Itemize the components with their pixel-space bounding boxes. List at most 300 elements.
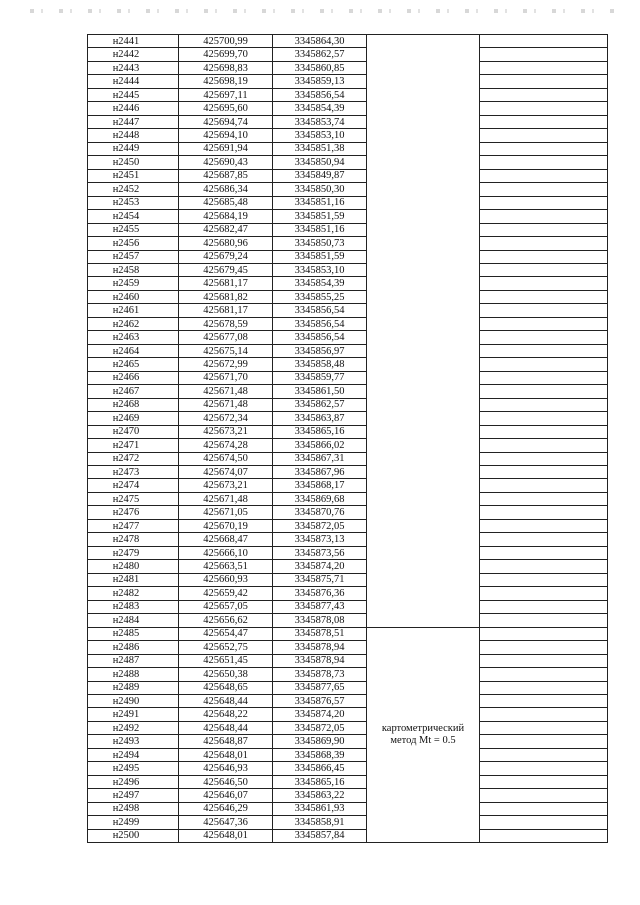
y-coordinate-cell: 3345869,90: [273, 735, 367, 748]
x-coordinate-cell: 425648,01: [179, 829, 273, 842]
point-id-cell: н2446: [88, 102, 179, 115]
table-row: [88, 587, 608, 600]
point-id-cell: н2444: [88, 75, 179, 88]
y-coordinate-cell: 3345874,20: [273, 708, 367, 721]
x-coordinate-cell: 425671,48: [179, 492, 273, 505]
table-row: [88, 452, 608, 465]
y-coordinate-cell: 3345873,56: [273, 546, 367, 559]
y-coordinate-cell: 3345859,13: [273, 75, 367, 88]
description-cell: [480, 654, 608, 667]
coordinates-table-body: [88, 35, 608, 843]
point-id-cell: н2456: [88, 237, 179, 250]
x-coordinate-cell: 425648,65: [179, 681, 273, 694]
point-id-cell: н2463: [88, 331, 179, 344]
x-coordinate-cell: 425659,42: [179, 587, 273, 600]
point-id-cell: н2478: [88, 533, 179, 546]
y-coordinate-cell: 3345853,10: [273, 129, 367, 142]
description-cell: [480, 519, 608, 532]
method-label-line2: метод Mt = 0.5: [390, 734, 456, 746]
description-cell: [480, 169, 608, 182]
method-cell-empty: [367, 35, 480, 628]
y-coordinate-cell: 3345860,85: [273, 61, 367, 74]
point-id-cell: н2486: [88, 641, 179, 654]
point-id-cell: н2442: [88, 48, 179, 61]
point-id-cell: н2466: [88, 371, 179, 384]
y-coordinate-cell: 3345855,25: [273, 290, 367, 303]
table-row: [88, 317, 608, 330]
point-id-cell: н2476: [88, 506, 179, 519]
table-row: [88, 492, 608, 505]
x-coordinate-cell: 425647,36: [179, 816, 273, 829]
description-cell: [480, 560, 608, 573]
y-coordinate-cell: 3345878,73: [273, 668, 367, 681]
point-id-cell: н2453: [88, 196, 179, 209]
table-row: [88, 775, 608, 788]
description-cell: [480, 546, 608, 559]
description-cell: [480, 115, 608, 128]
description-cell: [480, 196, 608, 209]
y-coordinate-cell: 3345858,48: [273, 358, 367, 371]
y-coordinate-cell: 3345851,59: [273, 250, 367, 263]
table-row: [88, 614, 608, 627]
point-id-cell: н2493: [88, 735, 179, 748]
table-row: [88, 654, 608, 667]
y-coordinate-cell: 3345876,57: [273, 694, 367, 707]
table-row: [88, 573, 608, 586]
point-id-cell: н2494: [88, 748, 179, 761]
table-row: [88, 237, 608, 250]
point-id-cell: н2467: [88, 385, 179, 398]
description-cell: [480, 775, 608, 788]
table-row: [88, 600, 608, 613]
point-id-cell: н2485: [88, 627, 179, 640]
y-coordinate-cell: 3345861,93: [273, 802, 367, 815]
description-cell: [480, 250, 608, 263]
description-cell: [480, 183, 608, 196]
table-row: [88, 668, 608, 681]
point-id-cell: н2452: [88, 183, 179, 196]
y-coordinate-cell: 3345851,16: [273, 196, 367, 209]
x-coordinate-cell: 425673,21: [179, 425, 273, 438]
point-id-cell: н2462: [88, 317, 179, 330]
point-id-cell: н2459: [88, 277, 179, 290]
table-row: [88, 708, 608, 721]
point-id-cell: н2455: [88, 223, 179, 236]
point-id-cell: н2460: [88, 290, 179, 303]
x-coordinate-cell: 425670,19: [179, 519, 273, 532]
y-coordinate-cell: 3345865,16: [273, 775, 367, 788]
x-coordinate-cell: 425694,74: [179, 115, 273, 128]
y-coordinate-cell: 3345857,84: [273, 829, 367, 842]
x-coordinate-cell: 425654,47: [179, 627, 273, 640]
y-coordinate-cell: 3345859,77: [273, 371, 367, 384]
x-coordinate-cell: 425648,87: [179, 735, 273, 748]
description-cell: [480, 573, 608, 586]
description-cell: [480, 735, 608, 748]
x-coordinate-cell: 425678,59: [179, 317, 273, 330]
point-id-cell: н2492: [88, 721, 179, 734]
point-id-cell: н2482: [88, 587, 179, 600]
point-id-cell: н2464: [88, 344, 179, 357]
description-cell: [480, 452, 608, 465]
y-coordinate-cell: 3345863,22: [273, 789, 367, 802]
x-coordinate-cell: 425651,45: [179, 654, 273, 667]
y-coordinate-cell: 3345850,73: [273, 237, 367, 250]
description-cell: [480, 75, 608, 88]
y-coordinate-cell: 3345850,94: [273, 156, 367, 169]
x-coordinate-cell: 425674,50: [179, 452, 273, 465]
x-coordinate-cell: 425673,21: [179, 479, 273, 492]
table-row: [88, 721, 608, 734]
description-cell: [480, 829, 608, 842]
x-coordinate-cell: 425681,17: [179, 277, 273, 290]
description-cell: [480, 61, 608, 74]
table-row: [88, 196, 608, 209]
description-cell: [480, 627, 608, 640]
table-row: [88, 789, 608, 802]
point-id-cell: н2454: [88, 210, 179, 223]
point-id-cell: н2490: [88, 694, 179, 707]
y-coordinate-cell: 3345862,57: [273, 398, 367, 411]
description-cell: [480, 385, 608, 398]
point-id-cell: н2474: [88, 479, 179, 492]
table-row: [88, 250, 608, 263]
point-id-cell: н2481: [88, 573, 179, 586]
point-id-cell: н2500: [88, 829, 179, 842]
point-id-cell: н2465: [88, 358, 179, 371]
y-coordinate-cell: 3345876,36: [273, 587, 367, 600]
x-coordinate-cell: 425674,07: [179, 466, 273, 479]
table-row: [88, 142, 608, 155]
table-row: [88, 61, 608, 74]
y-coordinate-cell: 3345862,57: [273, 48, 367, 61]
table-row: [88, 277, 608, 290]
table-row: [88, 560, 608, 573]
x-coordinate-cell: 425699,70: [179, 48, 273, 61]
table-row: [88, 115, 608, 128]
description-cell: [480, 439, 608, 452]
description-cell: [480, 223, 608, 236]
y-coordinate-cell: 3345878,51: [273, 627, 367, 640]
table-row: [88, 641, 608, 654]
x-coordinate-cell: 425648,22: [179, 708, 273, 721]
description-cell: [480, 371, 608, 384]
y-coordinate-cell: 3345874,20: [273, 560, 367, 573]
x-coordinate-cell: 425660,93: [179, 573, 273, 586]
table-row: [88, 829, 608, 842]
x-coordinate-cell: 425652,75: [179, 641, 273, 654]
x-coordinate-cell: 425687,85: [179, 169, 273, 182]
x-coordinate-cell: 425682,47: [179, 223, 273, 236]
y-coordinate-cell: 3345858,91: [273, 816, 367, 829]
description-cell: [480, 681, 608, 694]
description-cell: [480, 263, 608, 276]
description-cell: [480, 802, 608, 815]
point-id-cell: н2479: [88, 546, 179, 559]
y-coordinate-cell: 3345856,97: [273, 344, 367, 357]
description-cell: [480, 35, 608, 48]
y-coordinate-cell: 3345869,68: [273, 492, 367, 505]
description-cell: [480, 129, 608, 142]
table-row: [88, 35, 608, 48]
description-cell: [480, 641, 608, 654]
point-id-cell: н2473: [88, 466, 179, 479]
table-row: [88, 694, 608, 707]
point-id-cell: н2457: [88, 250, 179, 263]
y-coordinate-cell: 3345856,54: [273, 331, 367, 344]
x-coordinate-cell: 425690,43: [179, 156, 273, 169]
table-row: [88, 331, 608, 344]
description-cell: [480, 506, 608, 519]
table-row: [88, 344, 608, 357]
table-row: [88, 210, 608, 223]
x-coordinate-cell: 425648,44: [179, 721, 273, 734]
coordinates-table: [87, 34, 608, 843]
x-coordinate-cell: 425672,99: [179, 358, 273, 371]
method-cell: [367, 627, 480, 843]
description-cell: [480, 587, 608, 600]
description-cell: [480, 142, 608, 155]
y-coordinate-cell: 3345851,38: [273, 142, 367, 155]
x-coordinate-cell: 425700,99: [179, 35, 273, 48]
table-row: [88, 479, 608, 492]
description-cell: [480, 277, 608, 290]
y-coordinate-cell: 3345866,45: [273, 762, 367, 775]
x-coordinate-cell: 425677,08: [179, 331, 273, 344]
description-cell: [480, 210, 608, 223]
x-coordinate-cell: 425656,62: [179, 614, 273, 627]
point-id-cell: н2497: [88, 789, 179, 802]
table-row: [88, 183, 608, 196]
description-cell: [480, 358, 608, 371]
x-coordinate-cell: 425698,19: [179, 75, 273, 88]
point-id-cell: н2461: [88, 304, 179, 317]
y-coordinate-cell: 3345856,54: [273, 317, 367, 330]
table-row: [88, 304, 608, 317]
table-row: [88, 290, 608, 303]
y-coordinate-cell: 3345866,02: [273, 439, 367, 452]
y-coordinate-cell: 3345878,08: [273, 614, 367, 627]
table-row: [88, 546, 608, 559]
table-row: [88, 506, 608, 519]
point-id-cell: н2495: [88, 762, 179, 775]
description-cell: [480, 789, 608, 802]
description-cell: [480, 479, 608, 492]
x-coordinate-cell: 425697,11: [179, 88, 273, 101]
x-coordinate-cell: 425646,07: [179, 789, 273, 802]
x-coordinate-cell: 425650,38: [179, 668, 273, 681]
x-coordinate-cell: 425648,01: [179, 748, 273, 761]
table-row: [88, 223, 608, 236]
y-coordinate-cell: 3345863,87: [273, 412, 367, 425]
y-coordinate-cell: 3345850,30: [273, 183, 367, 196]
point-id-cell: н2451: [88, 169, 179, 182]
description-cell: [480, 237, 608, 250]
description-cell: [480, 721, 608, 734]
description-cell: [480, 304, 608, 317]
description-cell: [480, 614, 608, 627]
table-row: [88, 762, 608, 775]
y-coordinate-cell: 3345854,39: [273, 102, 367, 115]
y-coordinate-cell: 3345853,10: [273, 263, 367, 276]
table-row: [88, 519, 608, 532]
table-row: [88, 412, 608, 425]
scan-header-noise: [30, 9, 615, 13]
x-coordinate-cell: 425646,93: [179, 762, 273, 775]
y-coordinate-cell: 3345873,13: [273, 533, 367, 546]
x-coordinate-cell: 425681,17: [179, 304, 273, 317]
x-coordinate-cell: 425675,14: [179, 344, 273, 357]
point-id-cell: н2483: [88, 600, 179, 613]
y-coordinate-cell: 3345856,54: [273, 304, 367, 317]
point-id-cell: н2496: [88, 775, 179, 788]
table-row: [88, 816, 608, 829]
point-id-cell: н2468: [88, 398, 179, 411]
point-id-cell: н2488: [88, 668, 179, 681]
description-cell: [480, 48, 608, 61]
x-coordinate-cell: 425698,83: [179, 61, 273, 74]
y-coordinate-cell: 3345867,96: [273, 466, 367, 479]
x-coordinate-cell: 425671,48: [179, 385, 273, 398]
x-coordinate-cell: 425684,19: [179, 210, 273, 223]
x-coordinate-cell: 425694,10: [179, 129, 273, 142]
point-id-cell: н2448: [88, 129, 179, 142]
y-coordinate-cell: 3345851,59: [273, 210, 367, 223]
point-id-cell: н2480: [88, 560, 179, 573]
table-row: [88, 48, 608, 61]
x-coordinate-cell: 425674,28: [179, 439, 273, 452]
description-cell: [480, 425, 608, 438]
x-coordinate-cell: 425666,10: [179, 546, 273, 559]
description-cell: [480, 668, 608, 681]
description-cell: [480, 331, 608, 344]
description-cell: [480, 492, 608, 505]
y-coordinate-cell: 3345877,65: [273, 681, 367, 694]
description-cell: [480, 694, 608, 707]
table-row: [88, 129, 608, 142]
x-coordinate-cell: 425657,05: [179, 600, 273, 613]
x-coordinate-cell: 425671,48: [179, 398, 273, 411]
description-cell: [480, 317, 608, 330]
y-coordinate-cell: 3345877,43: [273, 600, 367, 613]
y-coordinate-cell: 3345861,50: [273, 385, 367, 398]
description-cell: [480, 762, 608, 775]
point-id-cell: н2450: [88, 156, 179, 169]
description-cell: [480, 156, 608, 169]
table-row: [88, 88, 608, 101]
x-coordinate-cell: 425685,48: [179, 196, 273, 209]
point-id-cell: н2498: [88, 802, 179, 815]
y-coordinate-cell: 3345854,39: [273, 277, 367, 290]
table-row: [88, 358, 608, 371]
point-id-cell: н2469: [88, 412, 179, 425]
y-coordinate-cell: 3345856,54: [273, 88, 367, 101]
table-row: [88, 735, 608, 748]
point-id-cell: н2499: [88, 816, 179, 829]
description-cell: [480, 102, 608, 115]
table-row: [88, 439, 608, 452]
description-cell: [480, 290, 608, 303]
method-label-line1: картометрический: [381, 722, 465, 734]
point-id-cell: н2475: [88, 492, 179, 505]
point-id-cell: н2441: [88, 35, 179, 48]
x-coordinate-cell: 425646,50: [179, 775, 273, 788]
y-coordinate-cell: 3345865,16: [273, 425, 367, 438]
point-id-cell: н2472: [88, 452, 179, 465]
y-coordinate-cell: 3345872,05: [273, 721, 367, 734]
table-row: [88, 102, 608, 115]
y-coordinate-cell: 3345878,94: [273, 654, 367, 667]
table-row: [88, 748, 608, 761]
description-cell: [480, 600, 608, 613]
y-coordinate-cell: 3345864,30: [273, 35, 367, 48]
description-cell: [480, 533, 608, 546]
x-coordinate-cell: 425679,45: [179, 263, 273, 276]
description-cell: [480, 466, 608, 479]
description-cell: [480, 398, 608, 411]
point-id-cell: н2443: [88, 61, 179, 74]
table-row: [88, 681, 608, 694]
point-id-cell: н2491: [88, 708, 179, 721]
table-row: [88, 371, 608, 384]
table-row: [88, 425, 608, 438]
x-coordinate-cell: 425668,47: [179, 533, 273, 546]
description-cell: [480, 816, 608, 829]
table-row: [88, 169, 608, 182]
table-row: [88, 75, 608, 88]
point-id-cell: н2470: [88, 425, 179, 438]
table-row: [88, 398, 608, 411]
point-id-cell: н2447: [88, 115, 179, 128]
y-coordinate-cell: 3345872,05: [273, 519, 367, 532]
table-row: [88, 627, 608, 640]
y-coordinate-cell: 3345849,87: [273, 169, 367, 182]
x-coordinate-cell: 425648,44: [179, 694, 273, 707]
x-coordinate-cell: 425671,05: [179, 506, 273, 519]
y-coordinate-cell: 3345868,39: [273, 748, 367, 761]
table-row: [88, 385, 608, 398]
point-id-cell: н2487: [88, 654, 179, 667]
x-coordinate-cell: 425646,29: [179, 802, 273, 815]
y-coordinate-cell: 3345875,71: [273, 573, 367, 586]
point-id-cell: н2458: [88, 263, 179, 276]
description-cell: [480, 708, 608, 721]
description-cell: [480, 412, 608, 425]
table-row: [88, 533, 608, 546]
point-id-cell: н2477: [88, 519, 179, 532]
x-coordinate-cell: 425691,94: [179, 142, 273, 155]
point-id-cell: н2449: [88, 142, 179, 155]
y-coordinate-cell: 3345878,94: [273, 641, 367, 654]
point-id-cell: н2445: [88, 88, 179, 101]
table-row: [88, 802, 608, 815]
x-coordinate-cell: 425679,24: [179, 250, 273, 263]
y-coordinate-cell: 3345870,76: [273, 506, 367, 519]
x-coordinate-cell: 425671,70: [179, 371, 273, 384]
description-cell: [480, 344, 608, 357]
y-coordinate-cell: 3345851,16: [273, 223, 367, 236]
x-coordinate-cell: 425695,60: [179, 102, 273, 115]
table-row: [88, 466, 608, 479]
x-coordinate-cell: 425663,51: [179, 560, 273, 573]
description-cell: [480, 88, 608, 101]
y-coordinate-cell: 3345853,74: [273, 115, 367, 128]
x-coordinate-cell: 425686,34: [179, 183, 273, 196]
description-cell: [480, 748, 608, 761]
y-coordinate-cell: 3345867,31: [273, 452, 367, 465]
y-coordinate-cell: 3345868,17: [273, 479, 367, 492]
point-id-cell: н2489: [88, 681, 179, 694]
